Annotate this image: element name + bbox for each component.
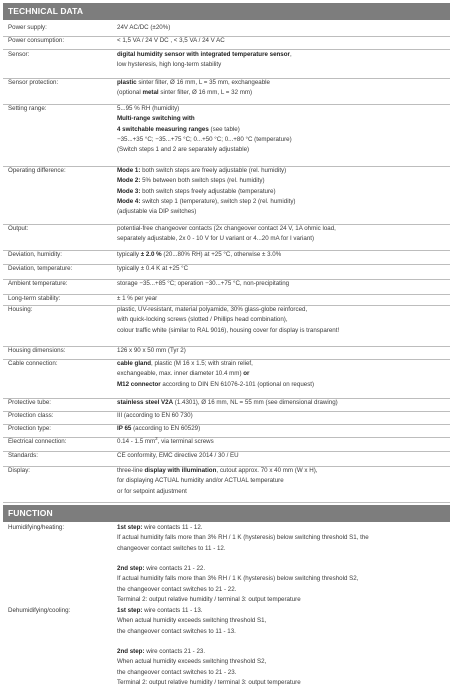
spec-row: [3, 224, 450, 251]
spec-value-line: 2nd step: wire contacts 21 - 22.: [117, 565, 206, 573]
spec-value-line: 24V AC/DC (±20%): [117, 24, 171, 31]
spec-label: Display:: [8, 467, 31, 474]
spec-value-line: < 1,5 VA / 24 V DC , < 3,5 VA / 24 V AC: [117, 37, 225, 44]
spec-value-line: 0.14 - 1.5 $mm^2$, via terminal screws: [117, 435, 214, 445]
spec-label: Protective tube:: [8, 399, 51, 406]
spec-value-line: or for setpoint adjustment: [117, 487, 187, 495]
spec-value: [117, 294, 450, 304]
spec-value-line: If actual humidity falls more than 3% RH / 1 K (hysteresis) below switching threshold S1, the: [117, 534, 369, 542]
spec-label: Power consumption:: [8, 37, 65, 44]
spec-row: [3, 264, 450, 280]
spec-row: [3, 437, 450, 452]
spec-label: Standards:: [8, 452, 38, 459]
spec-label: Protection type:: [8, 425, 51, 432]
spec-value: [117, 264, 450, 274]
spec-value: [117, 166, 450, 217]
spec-value-line: When actual humidity exceeds switching threshold S1,: [117, 617, 267, 625]
spec-row: [3, 424, 450, 438]
spec-label: Power supply:: [8, 24, 47, 31]
spec-row: [3, 250, 450, 265]
spec-value-line: 1st step: wire contacts 11 - 13.: [117, 607, 203, 614]
spec-value: [117, 305, 450, 336]
spec-row: [3, 166, 450, 225]
spec-row: [3, 451, 450, 467]
spec-row: [3, 23, 450, 37]
spec-label: Setting range:: [8, 105, 47, 112]
spec-value-line: Mode 3: both switch steps freely adjustable (temperature): [117, 187, 276, 195]
spec-value-line: low hysteresis, high long-term stability: [117, 61, 222, 69]
spec-row: [3, 606, 450, 694]
spec-value-line: separately adjustable, 2x 0 - 10 V for U variant or 4...20 mA for I variant): [117, 235, 315, 243]
spec-value: [117, 398, 450, 408]
spec-value-line: storage −35...+85 °C; operation −30...+75 °C, non-precipitating: [117, 280, 290, 287]
spec-value: [117, 279, 450, 289]
spec-row: [3, 466, 450, 503]
spec-value-line: 5...95 % RH (humidity): [117, 105, 180, 112]
spec-value-line: three-line display with illumination, cutout approx. 70 x 40 mm (W x H),: [117, 467, 318, 474]
spec-value-line: cable gland, plastic (M 16 x 1.5; with strain relief,: [117, 360, 253, 367]
spec-label: Electrical connection:: [8, 438, 67, 445]
spec-value-line: Terminal 2: output relative humidity / terminal 3: output temperature: [117, 679, 301, 687]
spec-value: [117, 451, 450, 461]
spec-value-line: colour traffic white (similar to RAL 9016), housing cover for display is transparent!: [117, 326, 340, 334]
function-header: FUNCTION: [3, 505, 450, 522]
spec-value-line: Mode 2: 5% between both switch steps (rel. humidity): [117, 177, 265, 185]
spec-label: Deviation, temperature:: [8, 265, 73, 272]
spec-label: Housing:: [8, 306, 33, 313]
spec-row: [3, 36, 450, 50]
spec-value-line: −35...+35 °C; −35...+75 °C; 0...+50 °C; 0...+80 °C (temperature): [117, 135, 292, 143]
spec-value: [117, 23, 450, 33]
spec-value-line: If actual humidity falls more than 3% RH / 1 K (hysteresis) below switching threshold S2,: [117, 575, 359, 583]
spec-value-line: CE conformity, EMC directive 2014 / 30 / EU: [117, 452, 239, 459]
spec-row: [3, 279, 450, 295]
spec-label: Protection class:: [8, 412, 54, 419]
spec-row: [3, 104, 450, 167]
spec-label: Long-term stability:: [8, 295, 61, 302]
spec-value-line: IP 65 (according to EN 60529): [117, 425, 201, 432]
spec-value-line: plastic sinter filter, Ø 16 mm, L = 35 mm, exchangeable: [117, 79, 270, 86]
spec-value-line: the changeover contact switches to 11 - 13.: [117, 627, 236, 635]
spec-value-line: 2nd step: wire contacts 21 - 23.: [117, 648, 206, 656]
spec-value-line: typically ± 2.0 % (20...80% RH) at +25 °C, otherwise ± 3.0%: [117, 251, 282, 258]
spec-row: [3, 523, 450, 606]
spec-value: [117, 36, 450, 46]
spec-row: [3, 305, 450, 347]
spec-value-line: the changeover contact switches to 21 - 23.: [117, 668, 237, 676]
spec-value-line: (optional metal sinter filter, Ø 16 mm, L = 32 mm): [117, 89, 253, 97]
spec-value-line: Mode 1: both switch steps are freely adjustable (rel. humidity): [117, 167, 287, 174]
spec-label: Cable connection:: [8, 360, 58, 367]
spec-value: [117, 224, 450, 245]
spec-row: [3, 50, 450, 79]
spec-value-line: 126 x 90 x 50 mm (Tyr 2): [117, 347, 186, 354]
spec-row: [3, 359, 450, 399]
spec-value: [117, 523, 450, 605]
spec-value-line: (adjustable via DIP switches): [117, 208, 197, 216]
spec-row: [3, 346, 450, 360]
spec-value: [117, 359, 450, 390]
spec-value: [117, 411, 450, 421]
spec-row: [3, 411, 450, 425]
spec-value: [117, 78, 450, 99]
spec-value-line: M12 connector according to DIN EN 61076-2-101 (optional on request): [117, 380, 315, 388]
spec-value-line: 4 switchable measuring ranges (see table): [117, 125, 240, 133]
spec-value-line: ± 1 % per year: [117, 295, 158, 302]
spec-value: [117, 466, 450, 497]
spec-value: [117, 104, 450, 155]
spec-value-line: Terminal 2: output relative humidity / terminal 3: output temperature: [117, 596, 301, 604]
spec-row: [3, 398, 450, 412]
spec-row: [3, 78, 450, 105]
spec-value-line: [117, 637, 450, 647]
spec-value-line: Mode 4: switch step 1 (temperature), switch step 2 (rel. humidity): [117, 197, 296, 205]
spec-value: [117, 606, 450, 688]
spec-value-line: When actual humidity exceeds switching threshold S2,: [117, 658, 267, 666]
spec-label: Dehumidifying/cooling:: [8, 607, 71, 614]
spec-value-line: stainless steel V2A (1.4301), Ø 16 mm, NL = 55 mm (see dimensional drawing): [117, 399, 338, 406]
spec-value-line: Multi-range switching with: [117, 115, 195, 123]
spec-label: Housing dimensions:: [8, 347, 66, 354]
spec-label: Humidifying/heating:: [8, 524, 65, 531]
spec-value-line: changeover contact switches to 11 - 12.: [117, 544, 226, 552]
spec-value-line: digital humidity sensor with integrated temperature sensor,: [117, 51, 292, 58]
spec-value: [117, 346, 450, 356]
spec-value: [117, 50, 450, 71]
spec-value-line: III (according to EN 60 730): [117, 412, 193, 419]
spec-value-line: exchangeable, max. inner diameter 10.4 mm) or: [117, 370, 250, 378]
technical-data-header: TECHNICAL DATA: [3, 3, 450, 20]
spec-value-line: 1st step: wire contacts 11 - 12.: [117, 524, 203, 531]
spec-value-line: plastic, UV-resistant, material polyamide, 30% glass-globe reinforced,: [117, 306, 308, 313]
spec-value-line: (Switch steps 1 and 2 are separately adjustable): [117, 146, 250, 154]
spec-value: [117, 424, 450, 434]
spec-value: [117, 250, 450, 260]
spec-label: Operating difference:: [8, 167, 66, 174]
spec-value: [117, 437, 450, 447]
spec-value-line: potential-free changeover contacts (2x changeover contact 24 V, 1A ohmic load,: [117, 225, 336, 232]
spec-value-line: for displaying ACTUAL humidity and/or ACTUAL temperature: [117, 477, 284, 485]
spec-value-line: typically ± 0.4 K at +25 °C: [117, 265, 189, 272]
spec-label: Sensor:: [8, 51, 30, 58]
spec-label: Output:: [8, 225, 29, 232]
spec-label: Ambient temperature:: [8, 280, 68, 287]
spec-value-line: with quick-locking screws (slotted / Phillips head combination),: [117, 316, 288, 324]
spec-value-line: the changeover contact switches to 21 - 22.: [117, 585, 237, 593]
spec-label: Sensor protection:: [8, 79, 59, 86]
spec-value-line: [117, 554, 450, 564]
spec-label: Deviation, humidity:: [8, 251, 62, 258]
